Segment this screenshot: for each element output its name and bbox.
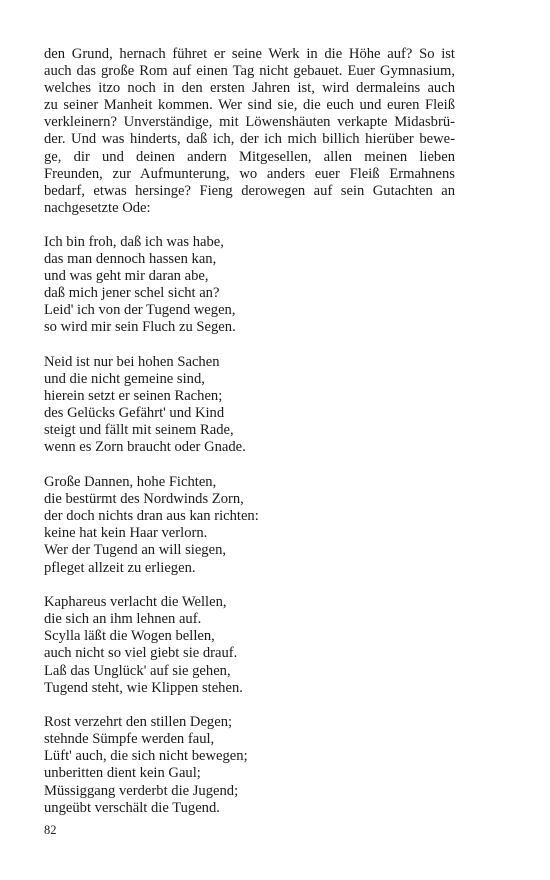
verse-line: Lüft' auch, die sich nicht bewegen; <box>44 748 248 765</box>
prose-line: welches itzo noch in den ersten Jahren ist, wird dermaleins auch <box>44 80 455 97</box>
verse-line: wenn es Zorn braucht oder Gnade. <box>44 439 246 456</box>
prose-paragraph <box>44 46 455 217</box>
prose-line: Freunden, zur Aufmunterung, wo anders euer Fleiß Ermahnens <box>44 165 455 182</box>
verse-line: keine hat kein Haar verlorn. <box>44 525 208 542</box>
verse-line: ungeübt verschält die Tugend. <box>44 799 220 816</box>
verse-line: Leid' ich von der Tugend wegen, <box>44 302 236 319</box>
spacer <box>44 577 455 595</box>
verse-line: Ich bin froh, daß ich was habe, <box>44 233 224 250</box>
verse-line: Laß das Unglück' auf sie gehen, <box>44 662 231 679</box>
poem-stanza-4 <box>44 594 455 697</box>
verse-line: Kaphareus verlacht die Wellen, <box>44 594 227 611</box>
verse-line: Große Dannen, hohe Fichten, <box>44 474 217 491</box>
prose-line: ge, dir und deinen andern Mitgesellen, allen meinen lieben <box>44 148 455 165</box>
prose-line: bedarf, etwas hersinge? Fieng derowegen auf sein Gutachten an <box>44 182 455 199</box>
prose-line: nachgesetzte Ode: <box>44 199 151 216</box>
spacer <box>44 457 455 475</box>
spacer <box>44 697 455 715</box>
verse-line: so wird mir sein Fluch zu Segen. <box>44 319 236 336</box>
verse-line: hierein setzt er seinen Rachen; <box>44 388 223 405</box>
page-number: 82 <box>44 823 57 837</box>
verse-line: Wer der Tugend an will siegen, <box>44 542 227 559</box>
spacer <box>44 217 455 234</box>
poem-stanza-2 <box>44 354 455 457</box>
verse-line: unberitten dient kein Gaul; <box>44 765 201 782</box>
verse-line: des Gelücks Gefährt' und Kind <box>44 405 225 422</box>
page-body <box>44 46 455 817</box>
poem-stanza-3 <box>44 474 455 577</box>
verse-line: der doch nichts dran aus kan richten: <box>44 508 259 525</box>
prose-line: auch das große Rom auf einen Tag nicht gebauet. Euer Gymnasium, <box>44 63 455 80</box>
verse-line: das man dennoch hassen kan, <box>44 251 217 268</box>
prose-line: der. Und was hinderts, daß ich, der ich mich billich hierüber bewe- <box>44 131 455 148</box>
poem-stanza-1 <box>44 234 455 337</box>
prose-line: verkleinern? Unverständige, mit Löwenshäuten verkapte Midasbrü- <box>44 114 455 131</box>
verse-line: pfleget allzeit zu erliegen. <box>44 559 196 576</box>
verse-line: Müssiggang verderbt die Jugend; <box>44 782 239 799</box>
verse-line: Rost verzehrt den stillen Degen; <box>44 714 233 731</box>
verse-line: und was geht mir daran abe, <box>44 268 209 285</box>
verse-line: auch nicht so viel giebt sie drauf. <box>44 645 238 662</box>
verse-line: Tugend steht, wie Klippen stehen. <box>44 679 243 696</box>
verse-line: die sich an ihm lehnen auf. <box>44 611 202 628</box>
prose-line: den Grund, hernach führet er seine Werk in die Höhe auf? So ist <box>44 46 455 62</box>
verse-line: Neid ist nur bei hohen Sachen <box>44 354 220 370</box>
verse-line: Scylla läßt die Wogen bellen, <box>44 628 215 645</box>
verse-line: daß mich jener schel sicht an? <box>44 285 220 302</box>
prose-line: zu seiner Manheit kommen. Wer sind sie, die euch und euren Fleiß <box>44 97 455 114</box>
spacer <box>44 337 455 355</box>
verse-line: und die nicht gemeine sind, <box>44 371 205 388</box>
verse-line: steigt und fällt mit seinem Rade, <box>44 422 234 439</box>
verse-line: die bestürmt des Nordwinds Zorn, <box>44 491 244 508</box>
poem-stanza-5 <box>44 714 455 817</box>
verse-line: stehnde Sümpfe werden faul, <box>44 731 215 748</box>
